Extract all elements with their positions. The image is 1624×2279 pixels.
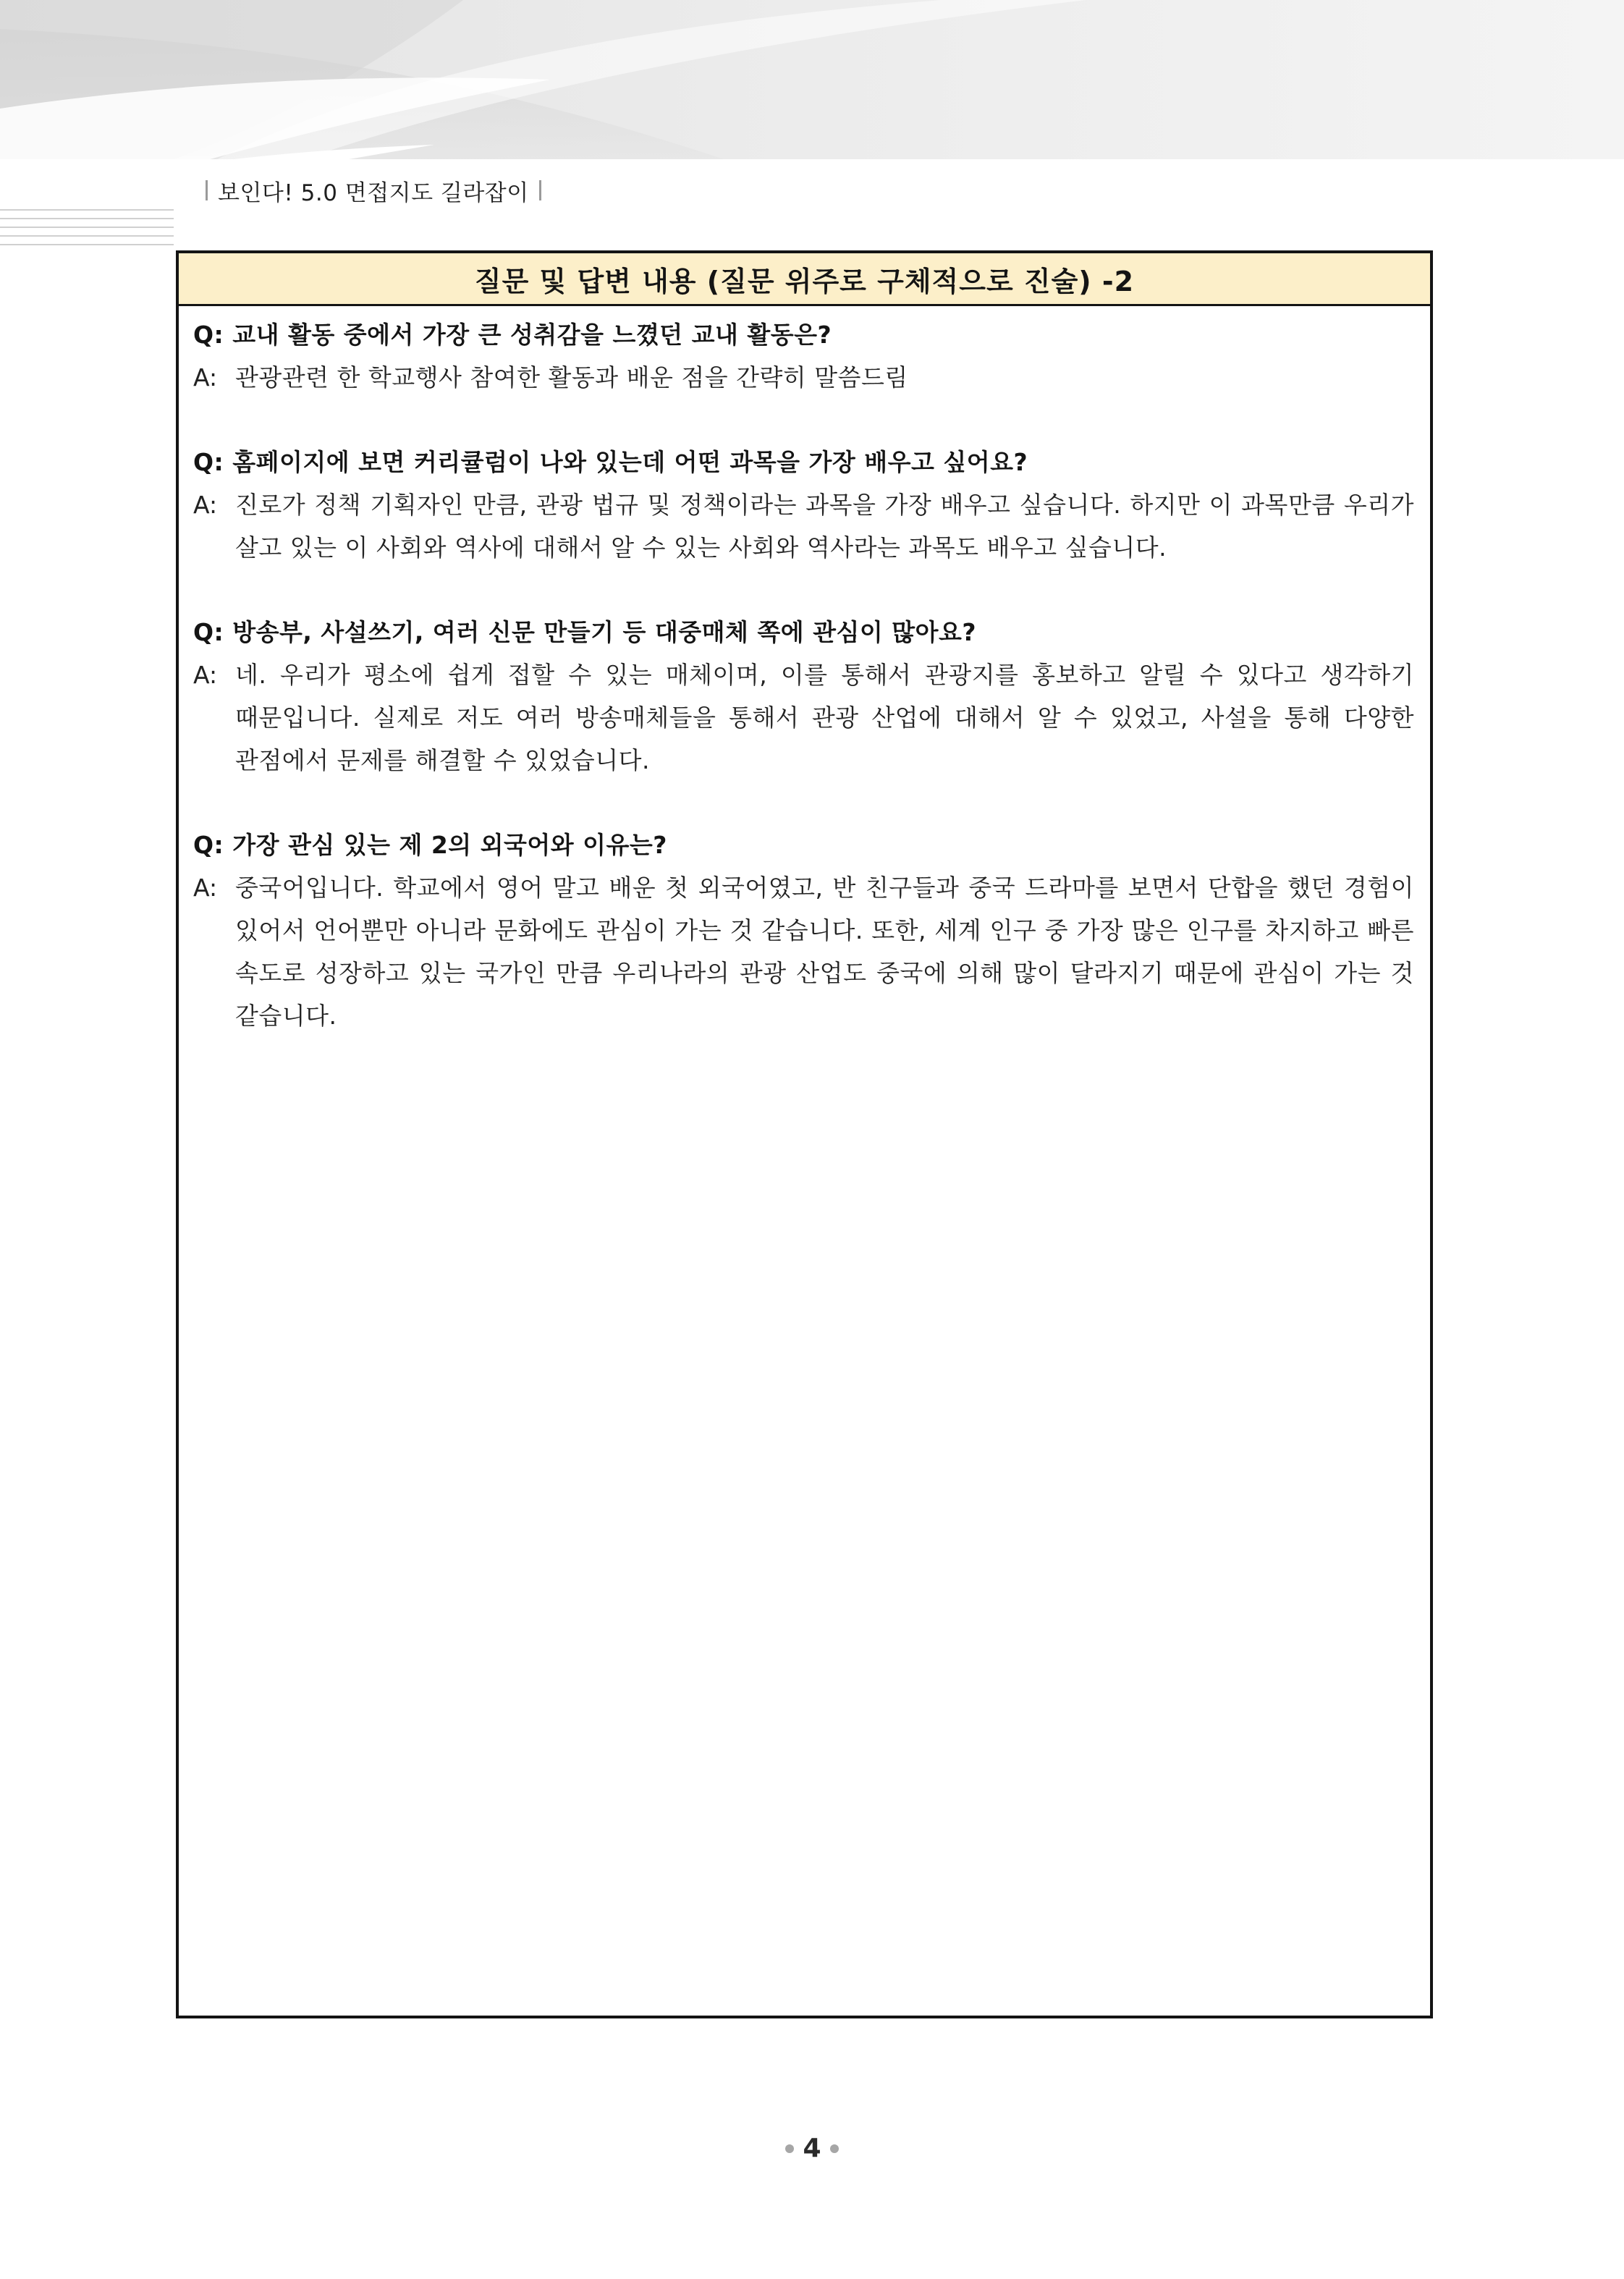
answer-prefix: A: (193, 661, 218, 689)
answer-prefix: A: (193, 363, 218, 392)
answer-text: 네. 우리가 평소에 쉽게 접할 수 있는 매체이며, 이를 통해서 관광지를 홍보하고 알릴 수 있다고 생각하기 때문입니다. 실제로 저도 여러 방송매체들을 통해서 관광 산업에 대해서 알 수 있었고, 사설을 통해 다양한 관점에서 문제를 해결할 수 있었습니다. (235, 661, 1414, 774)
answer-text: 관광관련 한 학교행사 참여한 활동과 배운 점을 간략히 말씀드림 (235, 363, 908, 392)
page-number-right-dot (830, 2144, 839, 2153)
qa-item (193, 313, 1414, 399)
answer (193, 654, 1414, 782)
qa-box-title: 질문 및 답변 내용 (질문 위주로 구체적으로 진술) -2 (179, 253, 1430, 306)
answer (193, 483, 1414, 569)
page-number (0, 2134, 1624, 2163)
question: Q: 방송부, 사설쓰기, 여러 신문 만들기 등 대중매체 쪽에 관심이 많아요? (193, 618, 977, 646)
running-head-left-bar (206, 180, 208, 200)
question: Q: 교내 활동 중에서 가장 큰 성취감을 느꼈던 교내 활동은? (193, 321, 832, 349)
qa-content (179, 306, 1430, 1037)
qa-box (176, 250, 1433, 2018)
answer-prefix: A: (193, 491, 218, 519)
answer-text: 진로가 정책 기획자인 만큼, 관광 법규 및 정책이라는 과목을 가장 배우고 싶습니다. 하지만 이 과목만큼 우리가 살고 있는 이 사회와 역사에 대해서 알 수 있는 사회와 역사라는 과목도 배우고 싶습니다. (235, 491, 1414, 562)
running-head-title: 보인다! 5.0 면접지도 길라잡이 (218, 179, 529, 206)
answer (193, 356, 1414, 399)
header-decoration (0, 0, 1624, 246)
page-number-value: 4 (803, 2134, 821, 2163)
answer-prefix: A: (193, 874, 218, 902)
running-head (195, 172, 551, 208)
page-number-left-dot (785, 2144, 794, 2153)
answer (193, 866, 1414, 1037)
qa-item (193, 824, 1414, 1037)
question: Q: 가장 관심 있는 제 2의 외국어와 이유는? (193, 831, 667, 859)
qa-item (193, 611, 1414, 782)
question: Q: 홈페이지에 보면 커리큘럼이 나와 있는데 어떤 과목을 가장 배우고 싶어요? (193, 448, 1028, 476)
answer-text: 중국어입니다. 학교에서 영어 말고 배운 첫 외국어였고, 반 친구들과 중국 드라마를 보면서 단합을 했던 경험이 있어서 언어뿐만 아니라 문화에도 관심이 가는 것 같습니다. 또한, 세계 인구 중 가장 많은 인구를 차지하고 빠른 속도로 성장하고 있는 국가인 만큼 우리나라의 관광 산업도 중국에 의해 많이 달라지기 때문에 관심이 가는 것 같습니다. (235, 874, 1414, 1030)
running-head-right-bar (539, 180, 541, 200)
qa-item (193, 441, 1414, 569)
